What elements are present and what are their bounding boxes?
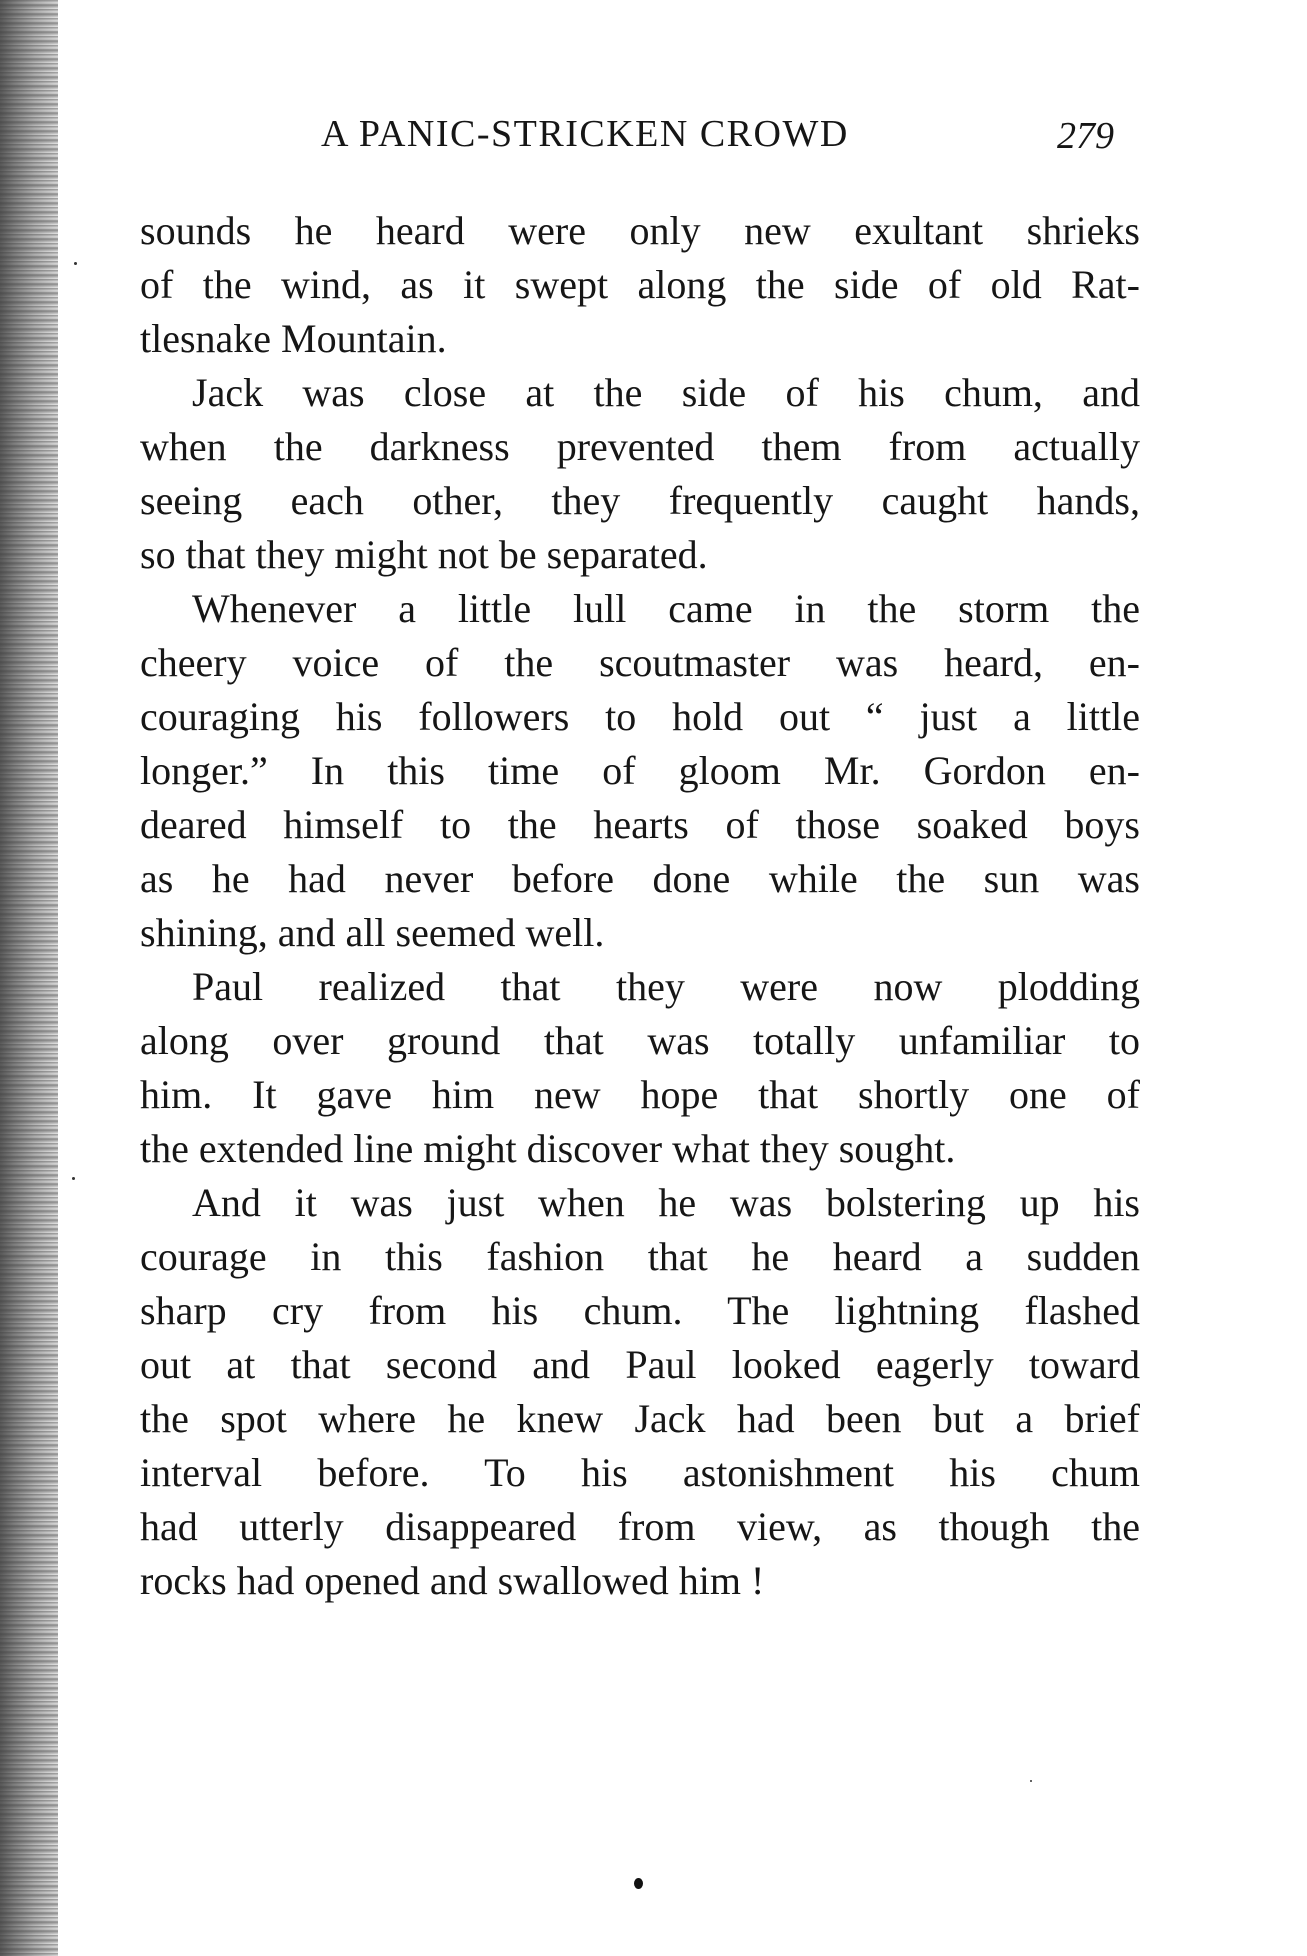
text-line: sounds he heard were only new exultant shrieks <box>140 208 1140 253</box>
page-number: 279 <box>1057 115 1114 157</box>
text-line: him. It gave him new hope that shortly one of <box>140 1072 1140 1117</box>
text-line: Paul realized that they were now plodding <box>192 964 1140 1009</box>
text-line: the extended line might discover what they sought. <box>140 1126 956 1171</box>
body-text <box>140 204 1140 1608</box>
paragraph <box>140 1176 1140 1608</box>
text-line: the spot where he knew Jack had been but a brief <box>140 1396 1140 1441</box>
text-line: shining, and all seemed well. <box>140 910 605 955</box>
text-line: deared himself to the hearts of those soaked boys <box>140 802 1140 847</box>
paragraph <box>140 582 1140 960</box>
paragraph <box>140 204 1140 366</box>
paper-speck <box>1030 1780 1032 1782</box>
text-line: when the darkness prevented them from actually <box>140 424 1140 469</box>
paper-speck <box>72 1177 75 1180</box>
text-line: seeing each other, they frequently caught hands, <box>140 478 1140 523</box>
text-line: had utterly disappeared from view, as though the <box>140 1504 1140 1549</box>
text-line: Whenever a little lull came in the storm the <box>192 586 1140 631</box>
text-line: longer.” In this time of gloom Mr. Gordon en- <box>140 748 1140 793</box>
running-title: A PANIC-STRICKEN CROWD <box>321 113 849 155</box>
text-line: Jack was close at the side of his chum, and <box>192 370 1140 415</box>
text-line: out at that second and Paul looked eagerly toward <box>140 1342 1140 1387</box>
text-line: tlesnake Mountain. <box>140 316 447 361</box>
text-line: along over ground that was totally unfamiliar to <box>140 1018 1140 1063</box>
text-line: of the wind, as it swept along the side of old Rat- <box>140 262 1140 307</box>
text-line: And it was just when he was bolstering up his <box>192 1180 1140 1225</box>
text-line: interval before. To his astonishment his chum <box>140 1450 1140 1495</box>
text-line: rocks had opened and swallowed him ! <box>140 1558 765 1603</box>
text-line: courage in this fashion that he heard a sudden <box>140 1234 1140 1279</box>
paragraph <box>140 960 1140 1176</box>
text-line: so that they might not be separated. <box>140 532 708 577</box>
text-line: sharp cry from his chum. The lightning flashed <box>140 1288 1140 1333</box>
binding-gutter-shadow <box>0 0 58 1956</box>
page-header <box>140 112 1140 162</box>
paper-speck <box>74 262 77 265</box>
text-line: cheery voice of the scoutmaster was heard, en- <box>140 640 1140 685</box>
text-line: as he had never before done while the sun was <box>140 856 1140 901</box>
text-line: couraging his followers to hold out “ just a little <box>140 694 1140 739</box>
paragraph <box>140 366 1140 582</box>
printer-mark-dot <box>634 1878 643 1889</box>
